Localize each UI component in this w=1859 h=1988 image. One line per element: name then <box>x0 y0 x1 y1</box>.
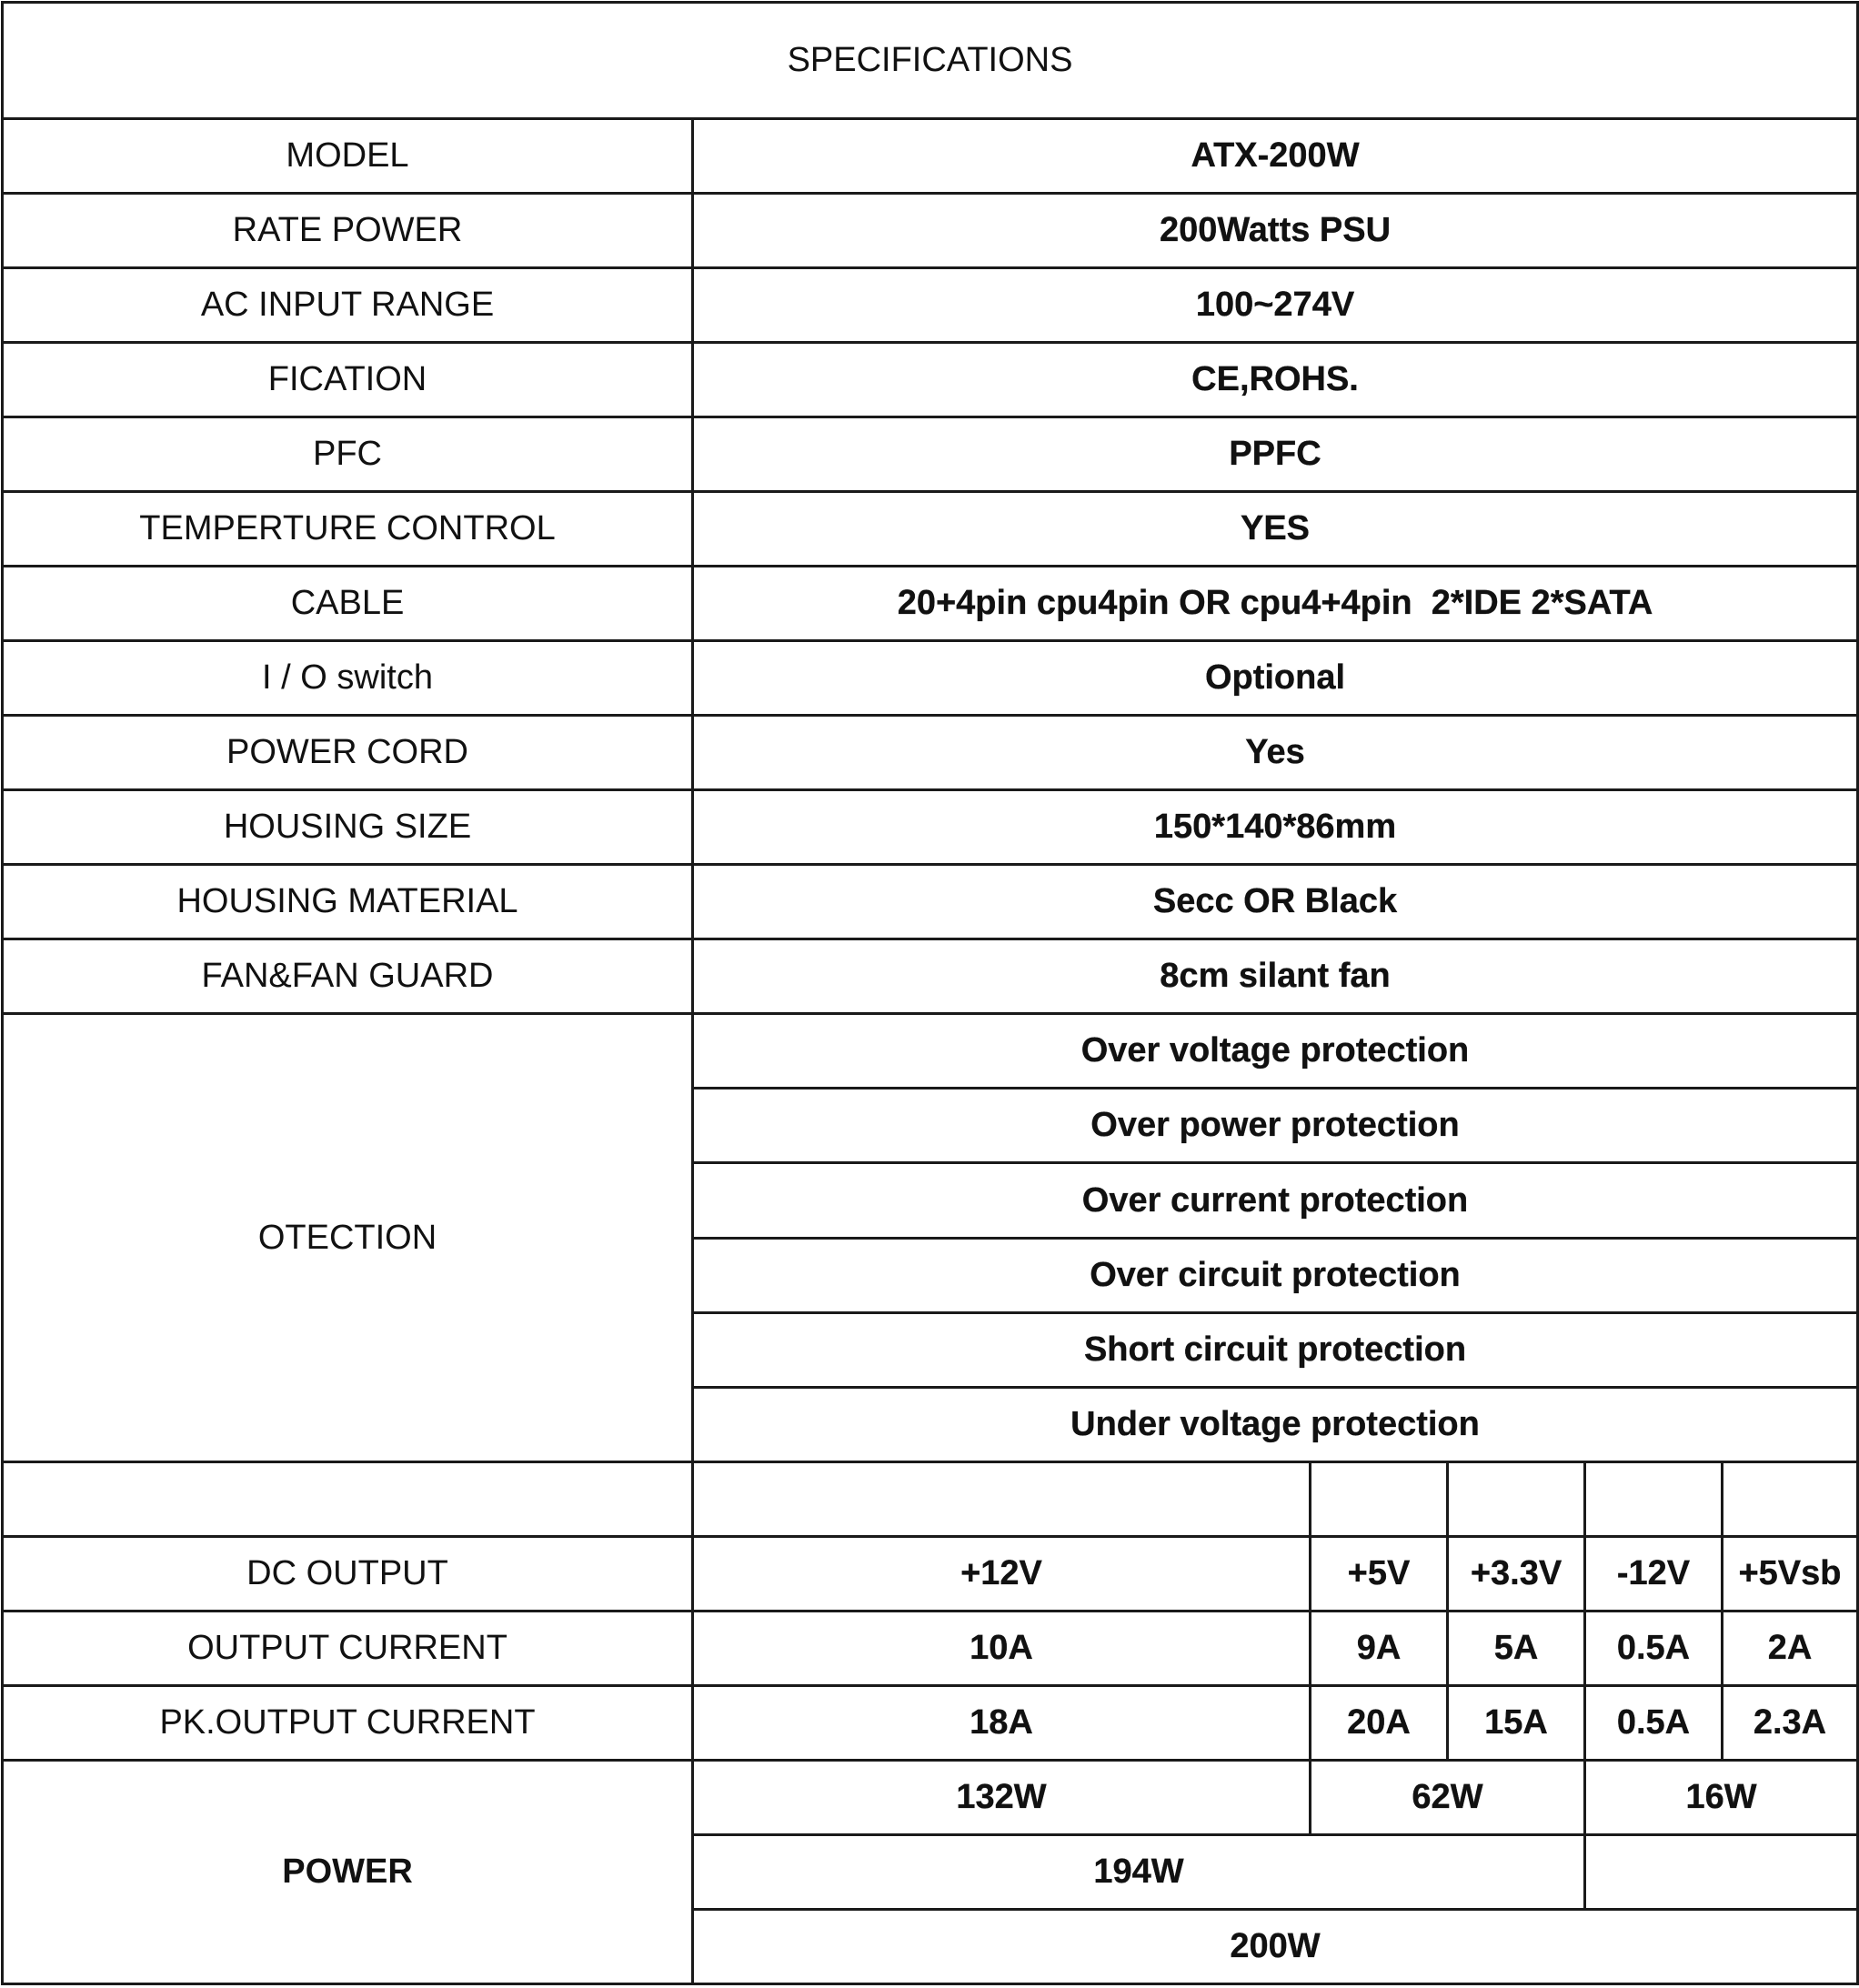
pk-current-cell: 15A <box>1448 1685 1585 1760</box>
table-title: SPECIFICATIONS <box>3 3 1858 119</box>
spec-value: 100~274V <box>693 268 1858 343</box>
spec-row-power-cord <box>3 716 1858 790</box>
title-row <box>3 3 1858 119</box>
spec-label: FAN&FAN GUARD <box>3 939 693 1014</box>
spec-value: YES <box>693 492 1858 567</box>
empty-cell <box>1448 1461 1585 1536</box>
pk-output-current-row <box>3 1685 1858 1760</box>
spec-label: PFC <box>3 417 693 492</box>
protection-item: Over voltage protection <box>693 1014 1858 1089</box>
power-total-cell: 200W <box>693 1909 1858 1983</box>
current-cell: 9A <box>1311 1611 1448 1685</box>
spec-row-io-switch <box>3 641 1858 716</box>
protection-item: Over current protection <box>693 1163 1858 1238</box>
spec-row-temperature-control <box>3 492 1858 567</box>
protection-item: Over power protection <box>693 1089 1858 1163</box>
empty-cell <box>1311 1461 1448 1536</box>
protection-item: Short circuit protection <box>693 1312 1858 1387</box>
empty-cell <box>1585 1461 1723 1536</box>
pk-current-cell: 0.5A <box>1585 1685 1723 1760</box>
spec-label: HOUSING SIZE <box>3 790 693 865</box>
spec-value: Secc OR Black <box>693 865 1858 939</box>
current-cell: 2A <box>1723 1611 1858 1685</box>
spec-row-housing-material <box>3 865 1858 939</box>
output-current-row <box>3 1611 1858 1685</box>
rail-cell: +3.3V <box>1448 1536 1585 1611</box>
current-cell: 5A <box>1448 1611 1585 1685</box>
pk-current-cell: 2.3A <box>1723 1685 1858 1760</box>
spec-label: POWER CORD <box>3 716 693 790</box>
spec-row-pfc <box>3 417 1858 492</box>
spec-value: Yes <box>693 716 1858 790</box>
spec-row-cable <box>3 567 1858 641</box>
spec-value: ATX-200W <box>693 119 1858 194</box>
empty-cell <box>1723 1461 1858 1536</box>
current-cell: 0.5A <box>1585 1611 1723 1685</box>
spec-label: CABLE <box>3 567 693 641</box>
pk-current-cell: 18A <box>693 1685 1311 1760</box>
power-row <box>3 1760 1858 1834</box>
spec-row-model <box>3 119 1858 194</box>
specifications-table <box>1 1 1859 1985</box>
empty-cell <box>3 1461 693 1536</box>
protection-item: Over circuit protection <box>693 1238 1858 1312</box>
rail-cell: +12V <box>693 1536 1311 1611</box>
power-label: POWER <box>3 1760 693 1983</box>
output-current-label: OUTPUT CURRENT <box>3 1611 693 1685</box>
spec-value: Optional <box>693 641 1858 716</box>
rail-cell: +5V <box>1311 1536 1448 1611</box>
spec-label: TEMPERTURE CONTROL <box>3 492 693 567</box>
spec-row-fan <box>3 939 1858 1014</box>
dc-output-row <box>3 1536 1858 1611</box>
empty-cell <box>693 1461 1311 1536</box>
protection-item: Under voltage protection <box>693 1387 1858 1461</box>
spec-value: CE,ROHS. <box>693 343 1858 417</box>
spec-value: 20+4pin cpu4pin OR cpu4+4pin 2*IDE 2*SATA <box>693 567 1858 641</box>
spec-label: HOUSING MATERIAL <box>3 865 693 939</box>
spec-label: AC INPUT RANGE <box>3 268 693 343</box>
pk-current-cell: 20A <box>1311 1685 1448 1760</box>
spec-row-fication <box>3 343 1858 417</box>
power-combined-cell: 194W <box>693 1834 1585 1909</box>
spec-row-ac-input <box>3 268 1858 343</box>
spec-value: 150*140*86mm <box>693 790 1858 865</box>
empty-row <box>3 1461 1858 1536</box>
spec-label: MODEL <box>3 119 693 194</box>
empty-cell <box>1585 1834 1858 1909</box>
spec-row-housing-size <box>3 790 1858 865</box>
spec-value: 200Watts PSU <box>693 194 1858 268</box>
pk-output-current-label: PK.OUTPUT CURRENT <box>3 1685 693 1760</box>
dc-output-label: DC OUTPUT <box>3 1536 693 1611</box>
protection-row <box>3 1014 1858 1089</box>
power-neg12-5vsb-cell: 16W <box>1585 1760 1858 1834</box>
power-12v-cell: 132W <box>693 1760 1311 1834</box>
current-cell: 10A <box>693 1611 1311 1685</box>
spec-value: PPFC <box>693 417 1858 492</box>
spec-value: 8cm silant fan <box>693 939 1858 1014</box>
spec-row-rate-power <box>3 194 1858 268</box>
power-5v-33v-cell: 62W <box>1311 1760 1585 1834</box>
rail-cell: -12V <box>1585 1536 1723 1611</box>
spec-label: I / O switch <box>3 641 693 716</box>
spec-label: RATE POWER <box>3 194 693 268</box>
rail-cell: +5Vsb <box>1723 1536 1858 1611</box>
spec-label: FICATION <box>3 343 693 417</box>
protection-label: OTECTION <box>3 1014 693 1461</box>
